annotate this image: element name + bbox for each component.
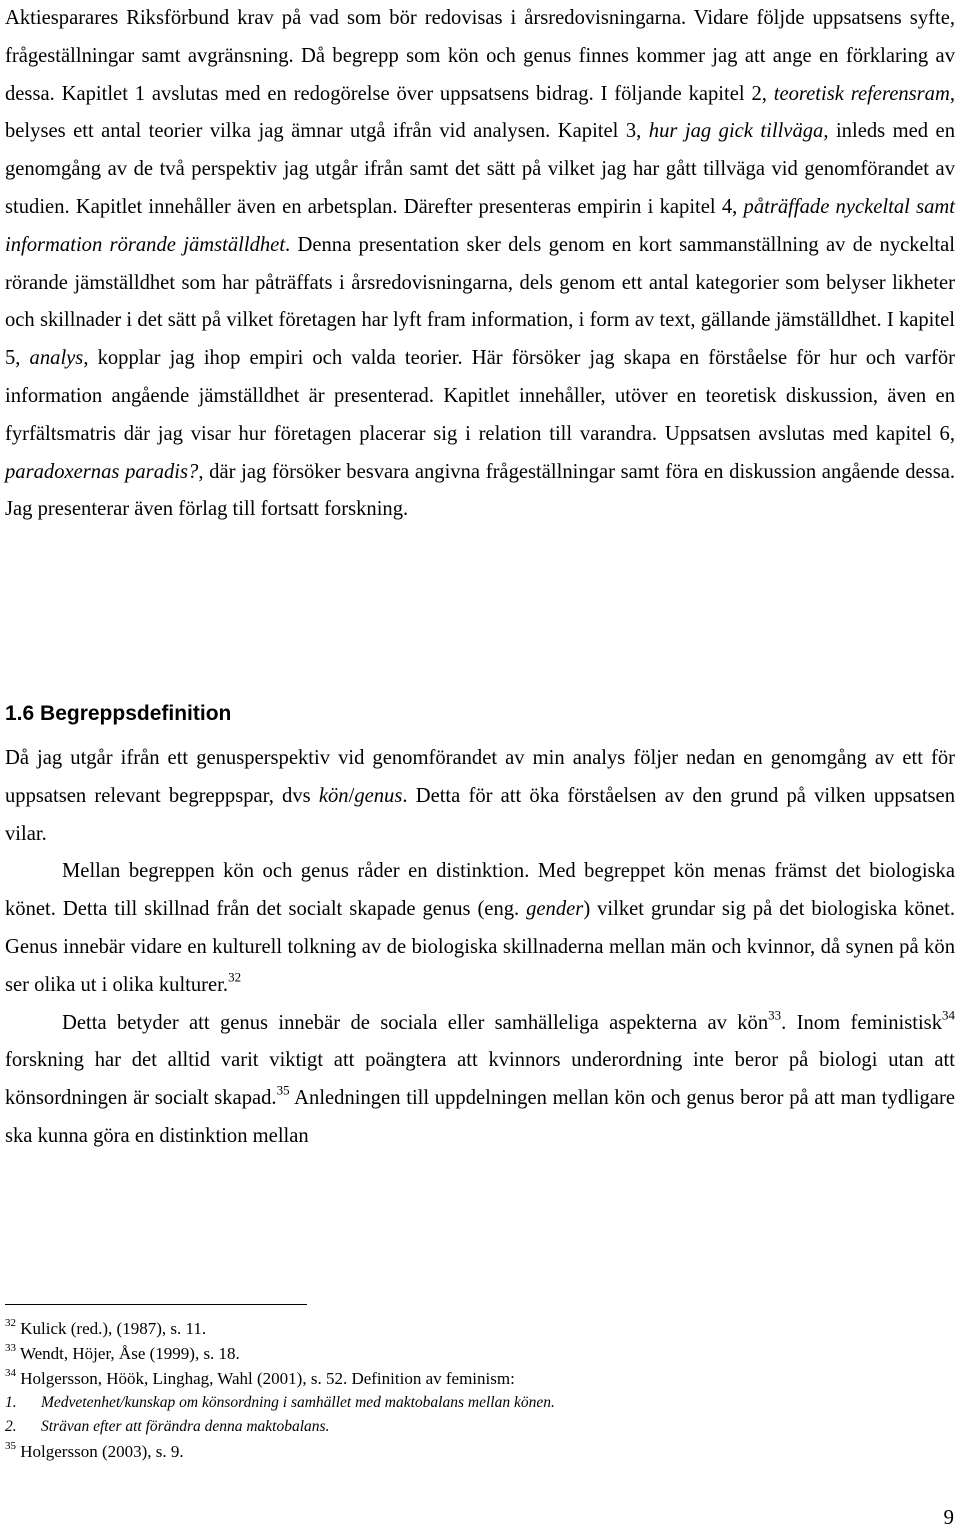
chapter-title-italic: hur jag gick tillväga bbox=[648, 120, 824, 143]
footnote bbox=[5, 1316, 955, 1341]
footnote bbox=[5, 1366, 955, 1391]
term-italic: kön bbox=[318, 784, 349, 807]
page-number: 9 bbox=[943, 1505, 954, 1529]
chapter-title-italic: analys bbox=[29, 347, 84, 370]
term-italic: genus bbox=[354, 784, 403, 807]
text-run: Anledningen till uppdelningen mellan kön och genus beror på att man tydligare ska kunna göra en distinktion mellan bbox=[5, 1087, 955, 1147]
footnote-list-item bbox=[5, 1391, 955, 1415]
footnote-text: Kulick (red.), (1987), s. 11. bbox=[20, 1319, 207, 1338]
section-heading: 1.6 Begreppsdefinition bbox=[5, 702, 232, 725]
chapter-title-italic: påträffade nyckeltal samt information rörande jämställdhet bbox=[5, 195, 956, 256]
text-run: Detta betyder att genus innebär de sociala eller samhälleliga aspekterna av kön bbox=[62, 1011, 769, 1034]
text-run: / bbox=[348, 784, 355, 807]
list-text: Strävan efter att förändra denna maktobalans. bbox=[41, 1418, 330, 1435]
footnote-ref: 35 bbox=[276, 1082, 290, 1098]
chapter-title-italic: paradoxernas paradis? bbox=[5, 460, 199, 483]
text-run: , inleds med en genomgång av de två perspektiv jag utgår ifrån samt det sätt på vilket jag har gått tillväga vid genomförandet av studien. Kapitlet innehåller även en arbetsplan. Därefter presenteras empirin i kapitel 4, bbox=[5, 120, 955, 218]
footnote-separator bbox=[5, 1304, 307, 1305]
footnote bbox=[5, 1341, 955, 1366]
footnote-number: 32 bbox=[5, 1316, 16, 1329]
list-number: 2. bbox=[5, 1418, 17, 1435]
intro-paragraph bbox=[5, 0, 955, 529]
text-run: Då jag utgår ifrån ett genusperspektiv vid genomförandet av min analys följer nedan en genomgång av ett för uppsatsen relevant begreppspar, dvs bbox=[5, 747, 955, 807]
text-run: Mellan begreppen kön och genus råder en distinktion. Med begreppet kön menas främst det biologiska könet. Detta till skillnad från det socialt skapade genus (eng. bbox=[5, 860, 955, 921]
text-run: , där jag försöker besvara angivna frågeställningar samt föra en diskussion angående dessa. Jag presenterar även förlag till fortsatt forskning. bbox=[5, 460, 955, 521]
footnote-text: Wendt, Höjer, Åse (1999), s. 18. bbox=[19, 1344, 240, 1363]
footnote-number: 33 bbox=[5, 1341, 16, 1354]
text-run: , kopplar jag ihop empiri och valda teorier. Här försöker jag skapa en förståelse för hur och varför information angående jämställdhet är presenterad. Kapitlet innehåller, utöver en teoretisk diskussion, även en fyrfältsmatris där jag visar hur företagen placerar sig i relation till varandra. Uppsatsen avslutas med kapitel 6, bbox=[5, 347, 956, 445]
list-text: Medvetenhet/kunskap om könsordning i samhället med maktobalans mellan könen. bbox=[41, 1394, 555, 1411]
text-run: . Detta för att öka förståelsen av den grund på vilken uppsatsen vilar. bbox=[5, 784, 955, 845]
text-run: . Inom feministisk bbox=[781, 1011, 942, 1034]
text-run: , belyses ett antal teorier vilka jag ämnar utgå ifrån vid analysen. Kapitel 3, bbox=[5, 82, 955, 143]
text-run: forskning har det alltid varit viktigt att poängtera att kvinnors underordning inte beror på biologi utan att könsordningen är socialt skapad. bbox=[5, 1049, 955, 1110]
footnote-ref: 32 bbox=[228, 969, 242, 985]
definition-paragraph-3 bbox=[5, 1005, 955, 1156]
footnote bbox=[5, 1439, 955, 1464]
list-number: 1. bbox=[5, 1394, 17, 1411]
definition-block bbox=[5, 740, 955, 1156]
term-italic: gender bbox=[526, 898, 584, 921]
intro-block bbox=[5, 0, 955, 529]
footnotes bbox=[5, 1316, 955, 1464]
text-run: ) vilket grundar sig på det biologiska könet. Genus innebär vidare en kulturell tolkning av de biologiska skillnaderna mellan män och kvinnor, då synen på kön ser olika ut i olika kulturer. bbox=[5, 898, 955, 996]
chapter-title-italic: teoretisk referensram bbox=[773, 82, 950, 105]
footnote-text: Holgersson, Höök, Linghag, Wahl (2001), s. 52. Definition av feminism: bbox=[20, 1369, 515, 1388]
footnote-number: 35 bbox=[5, 1439, 16, 1452]
text-run: . Denna presentation sker dels genom en kort sammanställning av de nyckeltal rörande jämställdhet som har påträffats i årsredovisningarna, dels genom ett antal kategorier som belyser likheter och skillnader i det sätt på vilket företagen har lyft fram information, i form av text, gällande jämställdhet. I kapitel 5, bbox=[5, 233, 955, 370]
footnote-ref: 34 bbox=[942, 1006, 955, 1022]
footnote-ref: 33 bbox=[768, 1006, 782, 1022]
footnote-number: 34 bbox=[5, 1366, 16, 1379]
footnote-text: Holgersson (2003), s. 9. bbox=[20, 1442, 184, 1461]
definition-paragraph-2 bbox=[5, 853, 955, 1004]
footnote-list-item bbox=[5, 1415, 955, 1439]
definition-paragraph-1 bbox=[5, 740, 955, 853]
text-run: Aktiesparares Riksförbund krav på vad som bör redovisas i årsredovisningarna. Vidare följde uppsatsens syfte, frågeställningar samt avgränsning. Då begrepp som kön och genus finnes kommer jag att ange en förklaring av dessa. Kapitlet 1 avslutas med en redogörelse över uppsatsens bidrag. I följande kapitel 2, bbox=[5, 7, 955, 105]
